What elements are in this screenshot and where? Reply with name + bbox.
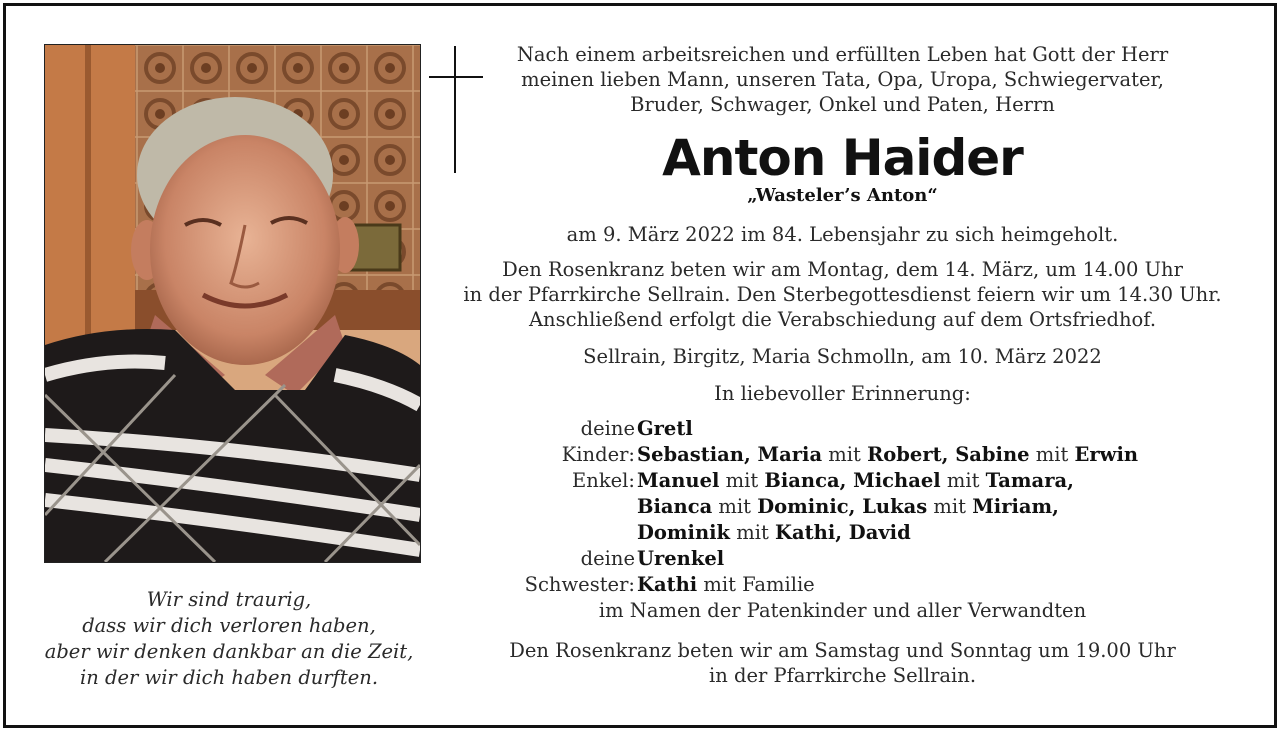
mourner-name: Gretl [637, 417, 693, 440]
mourner-name: Tamara, [985, 469, 1074, 492]
place-date: Sellrain, Birgitz, Maria Schmolln, am 10. März 2022 [583, 345, 1102, 368]
mourners-list [440, 416, 1245, 598]
funeral-line: Den Rosenkranz beten wir am Montag, dem 14. März, um 14.00 Uhr [502, 258, 1183, 281]
death-notice: am 9. März 2022 im 84. Lebensjahr zu sich heimgeholt. [566, 223, 1119, 246]
mourner-name: Erwin [1074, 443, 1139, 466]
poem-line: aber wir denken dankbar an die Zeit, [44, 640, 414, 663]
mourner-name: Robert, Sabine [867, 443, 1030, 466]
mourner-row-grandchildren: Enkel: Manuel mit Bianca, Michael mit Tamara, [572, 469, 1074, 492]
memory-heading: In liebevoller Erinnerung: [714, 382, 971, 405]
rosary-weekend [440, 638, 1245, 688]
funeral-info [440, 257, 1245, 332]
funeral-line: Anschließend erfolgt die Verabschiedung auf dem Ortsfriedhof. [528, 308, 1157, 331]
mourner-name: Kathi, David [775, 521, 911, 544]
mourner-row-wife [440, 416, 1245, 442]
rosary-line: in der Pfarrkirche Sellrain. [708, 664, 977, 687]
rosary-line: Den Rosenkranz beten wir am Samstag und Sonntag um 19.00 Uhr [509, 639, 1176, 662]
deceased-name: Anton Haider [662, 129, 1023, 187]
mourner-row-grandchildren-3: Dominik mit Kathi, David [637, 521, 911, 544]
poem [20, 587, 438, 691]
intro-text [440, 42, 1245, 117]
mourner-name: Dominik [637, 521, 731, 544]
mourner-label: deine [580, 547, 635, 570]
mourner-label: deine [580, 417, 635, 440]
mourner-label: Enkel: [572, 469, 635, 492]
intro-line: Bruder, Schwager, Onkel und Paten, Herrn [630, 93, 1055, 116]
deceased-nickname: „Wasteler’s Anton“ [747, 185, 938, 206]
mourner-name: Manuel [637, 469, 720, 492]
funeral-line: in der Pfarrkirche Sellrain. Den Sterbegottesdienst feiern wir um 14.30 Uhr. [463, 283, 1222, 306]
poem-line: in der wir dich haben durften. [79, 666, 379, 689]
intro-line: Nach einem arbeitsreichen und erfüllten Leben hat Gott der Herr [516, 43, 1169, 66]
poem-line: dass wir dich verloren haben, [82, 614, 376, 637]
mourner-row-children: Kinder: Sebastian, Maria mit Robert, Sabine mit Erwin [561, 443, 1139, 466]
mourner-label: Kinder: [561, 443, 635, 466]
mourner-name: Dominic, Lukas [757, 495, 928, 518]
mourner-row-sister: Schwester: Kathi mit Familie [524, 573, 815, 596]
mourner-name: Sebastian, Maria [637, 443, 823, 466]
portrait-photo [44, 44, 421, 563]
mourner-name: Kathi [637, 573, 698, 596]
mourner-name: Miriam, [972, 495, 1059, 518]
mourner-name: Bianca [637, 495, 713, 518]
intro-line: meinen lieben Mann, unseren Tata, Opa, Uropa, Schwiegervater, [521, 68, 1164, 91]
mourner-row-grandchildren-2: Bianca mit Dominic, Lukas mit Miriam, [637, 495, 1059, 518]
poem-line: Wir sind traurig, [146, 588, 312, 611]
behalf-text: im Namen der Patenkinder und aller Verwandten [598, 599, 1087, 622]
mourner-row-great-grandchildren [440, 546, 1245, 572]
mourner-name: Bianca, Michael [764, 469, 941, 492]
mourner-label: Schwester: [524, 573, 635, 596]
mourner-name: Urenkel [637, 547, 725, 570]
